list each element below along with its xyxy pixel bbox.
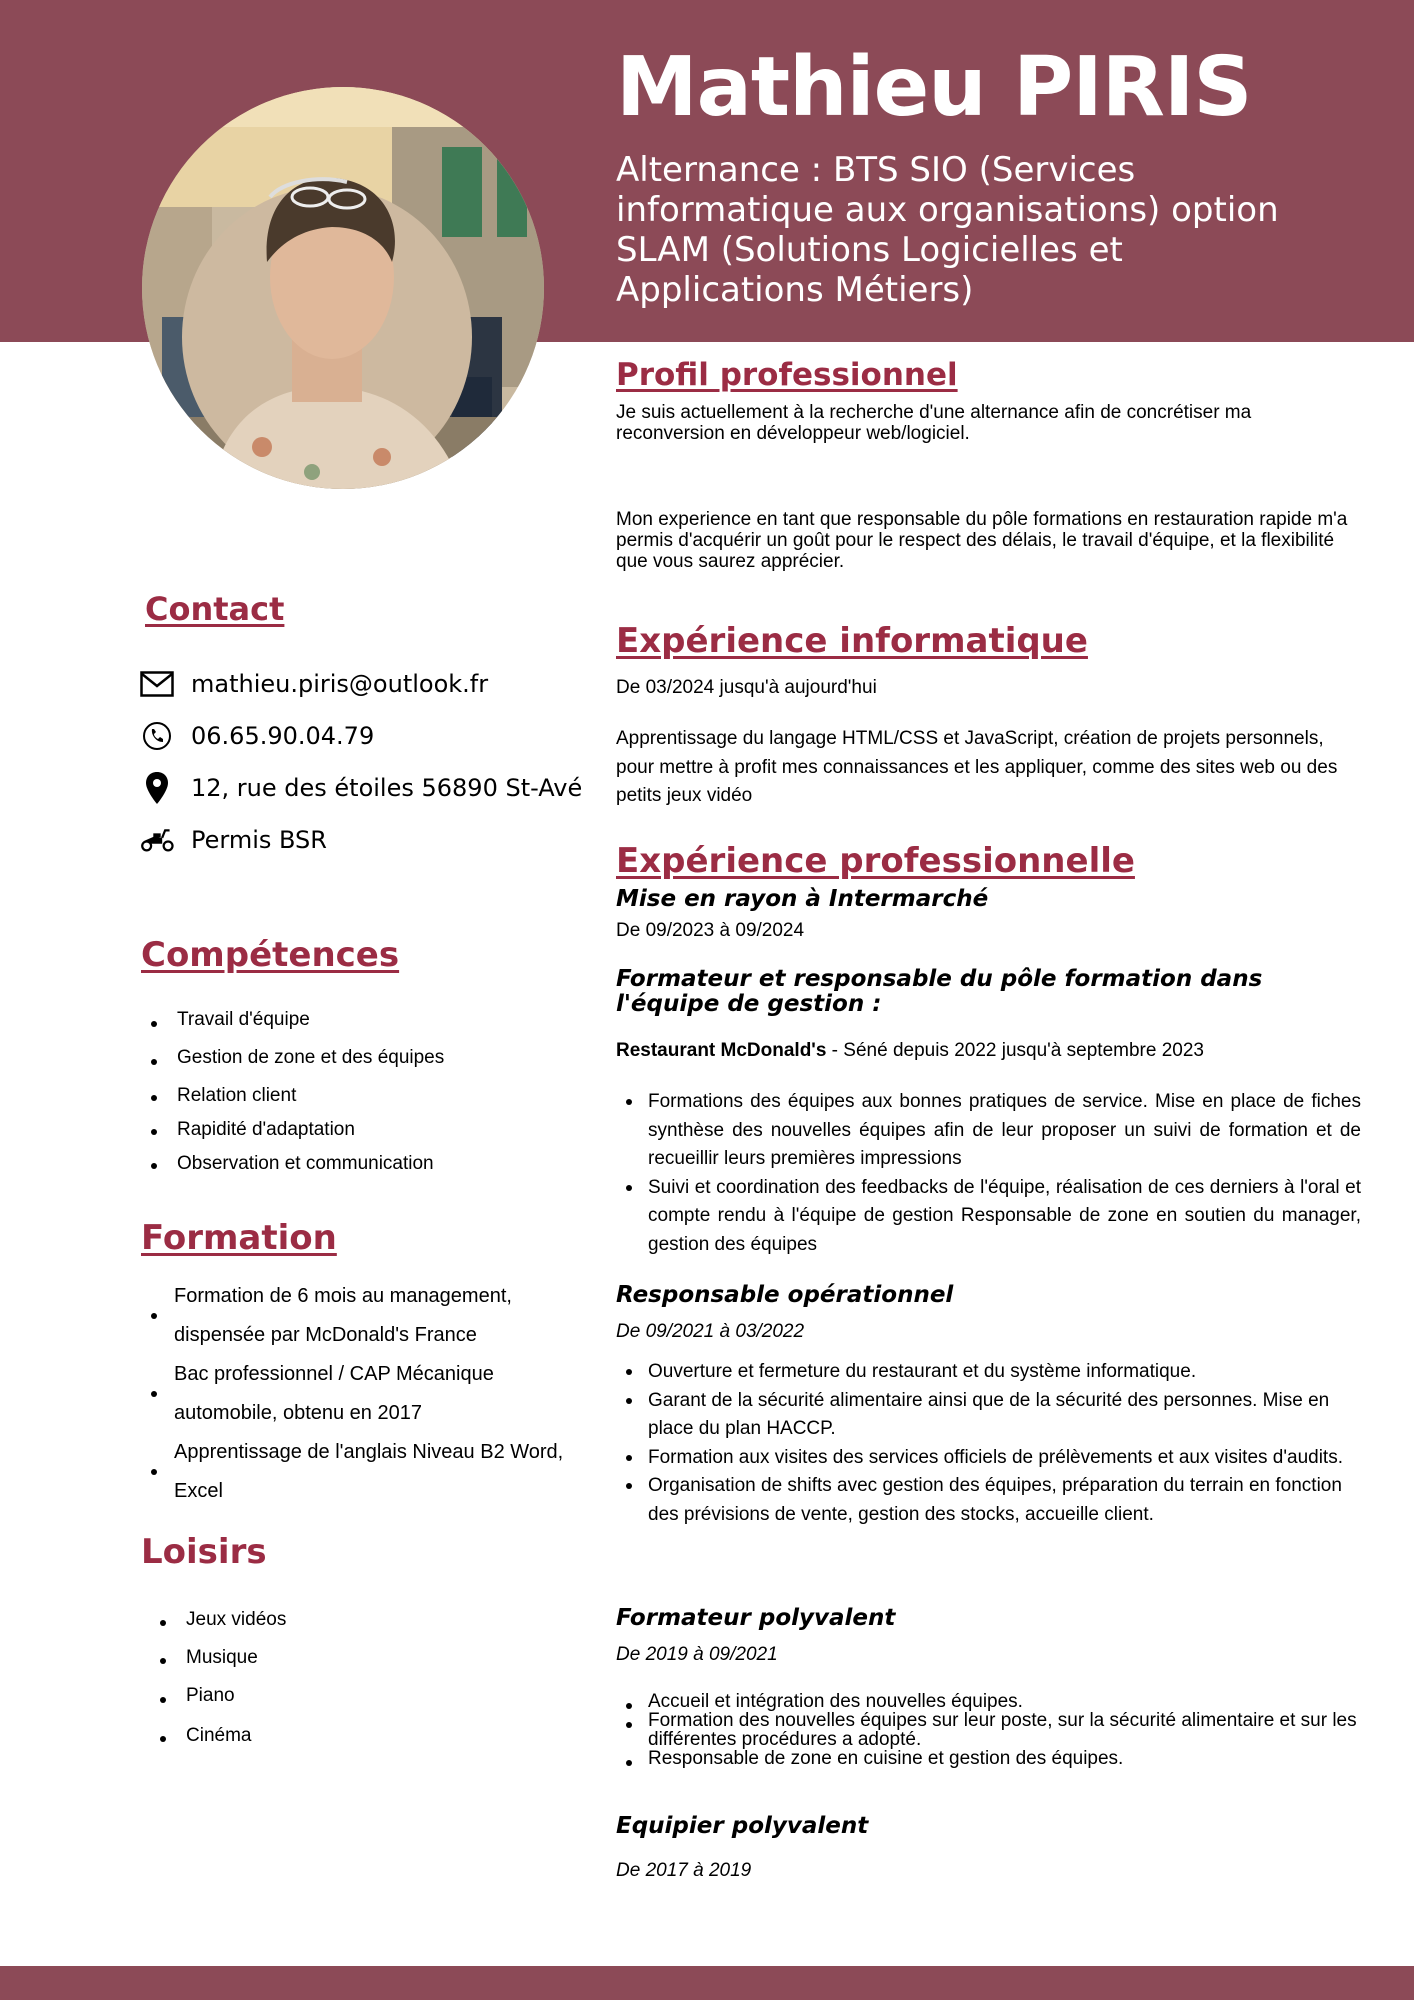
contact-email-text: mathieu.piris@outlook.fr xyxy=(191,670,489,698)
mail-icon xyxy=(140,667,174,701)
list-item: Rapidité d'adaptation xyxy=(141,1115,561,1149)
footer-band xyxy=(0,1966,1414,2000)
profil-paragraph-1: Je suis actuellement à la recherche d'une alternance afin de concrétiser ma reconversion en développeur web/logiciel. xyxy=(616,402,1252,444)
job5-date: De 2017 à 2019 xyxy=(616,1860,752,1881)
contact-phone-text: 06.65.90.04.79 xyxy=(191,722,375,750)
job1-date: De 09/2023 à 09/2024 xyxy=(616,920,805,941)
job4-title: Formateur polyvalent xyxy=(616,1605,896,1631)
list-item: Travail d'équipe xyxy=(141,1005,561,1043)
exp-pro-title: Expérience professionnelle xyxy=(616,841,1135,881)
job2-company: Restaurant McDonald's xyxy=(616,1040,827,1061)
job-target-subtitle: Alternance : BTS SIO (Services informatique aux organisations) option SLAM (Solutions Logicielles et Applications Métiers) xyxy=(616,150,1279,310)
list-item: Ouverture et fermeture du restaurant et du système informatique. xyxy=(616,1358,1361,1387)
job5-title: Equipier polyvalent xyxy=(616,1813,869,1839)
exp-info-date: De 03/2024 jusqu'à aujourd'hui xyxy=(616,677,877,698)
job4-date: De 2019 à 09/2021 xyxy=(616,1644,778,1665)
location-pin-icon xyxy=(140,771,174,805)
contact-license xyxy=(140,822,327,858)
job3-bullets xyxy=(616,1358,1361,1529)
list-item: Formations des équipes aux bonnes pratiques de service. Mise en place de fiches synthèse des nouvelles équipes afin de leur proposer un suivi de formation et de recueillir leurs premières impressions xyxy=(616,1088,1361,1174)
list-item: Accueil et intégration des nouvelles équipes. xyxy=(616,1692,1361,1711)
competences-list xyxy=(141,1005,561,1183)
contact-address-text: 12, rue des étoiles 56890 St-Avé xyxy=(191,774,583,802)
list-item: Gestion de zone et des équipes xyxy=(141,1043,561,1081)
job3-date: De 09/2021 à 03/2022 xyxy=(616,1321,805,1342)
job2-bullets xyxy=(616,1088,1361,1259)
job1-title: Mise en rayon à Intermarché xyxy=(616,886,989,912)
list-item: Bac professionnel / CAP Mécanique automobile, obtenu en 2017 xyxy=(141,1355,571,1433)
list-item: Formation des nouvelles équipes sur leur poste, sur la sécurité alimentaire et sur les différentes procédures a adopté. xyxy=(616,1711,1361,1749)
contact-email[interactable] xyxy=(140,666,489,702)
list-item: Formation aux visites des services officiels de prélèvements et aux visites d'audits. xyxy=(616,1444,1361,1473)
list-item: Organisation de shifts avec gestion des équipes, préparation du terrain en fonction des prévisions de vente, gestion des stocks, accueille client. xyxy=(616,1472,1361,1529)
list-item: Musique xyxy=(150,1642,450,1680)
list-item: Responsable de zone en cuisine et gestion des équipes. xyxy=(616,1749,1361,1768)
job3-title: Responsable opérationnel xyxy=(616,1282,954,1308)
contact-phone[interactable] xyxy=(140,718,375,754)
profil-paragraph-2: Mon experience en tant que responsable du pôle formations en restauration rapide m'a permis d'acquérir un goût pour le respect des délais, le travail d'équipe, et la flexibilité que vous saurez apprécier. xyxy=(616,509,1348,572)
profile-photo xyxy=(142,87,544,489)
competences-title: Compétences xyxy=(141,935,400,975)
list-item: Cinéma xyxy=(150,1720,450,1758)
exp-info-text: Apprentissage du langage HTML/CSS et JavaScript, création de projets personnels, pour mettre à profit mes connaissances et les appliquer, comme des sites web ou des petits jeux vidéo xyxy=(616,728,1338,806)
formation-title: Formation xyxy=(141,1218,337,1258)
list-item: Relation client xyxy=(141,1081,561,1115)
contact-license-text: Permis BSR xyxy=(191,826,327,854)
candidate-name: Mathieu PIRIS xyxy=(616,40,1252,135)
job2-company-line xyxy=(616,1040,1204,1062)
list-item: Piano xyxy=(150,1680,450,1720)
list-item: Suivi et coordination des feedbacks de l'équipe, réalisation de ces derniers à l'oral et compte rendu à l'équipe de gestion Responsable de zone en soutien du manager, gestion des équipes xyxy=(616,1174,1361,1260)
list-item: Garant de la sécurité alimentaire ainsi que de la sécurité des personnes. Mise en place du plan HACCP. xyxy=(616,1387,1361,1444)
list-item: Formation de 6 mois au management, dispensée par McDonald's France xyxy=(141,1277,571,1355)
list-item: Apprentissage de l'anglais Niveau B2 Word, Excel xyxy=(141,1433,571,1511)
list-item: Observation et communication xyxy=(141,1149,561,1183)
list-item: Jeux vidéos xyxy=(150,1604,450,1642)
loisirs-title: Loisirs xyxy=(141,1532,267,1572)
formation-list xyxy=(141,1277,571,1511)
contact-title: Contact xyxy=(145,590,285,628)
job4-bullets xyxy=(616,1692,1361,1768)
job2-title: Formateur et responsable du pôle formation dans l'équipe de gestion : xyxy=(616,966,1263,1017)
phone-icon xyxy=(140,719,174,753)
scooter-icon xyxy=(140,823,174,857)
exp-info-title: Expérience informatique xyxy=(616,621,1088,661)
profil-title: Profil professionnel xyxy=(616,357,958,393)
contact-address xyxy=(140,770,583,806)
job2-company-detail: - Séné depuis 2022 jusqu'à septembre 2023 xyxy=(826,1040,1204,1061)
loisirs-list xyxy=(150,1604,450,1758)
